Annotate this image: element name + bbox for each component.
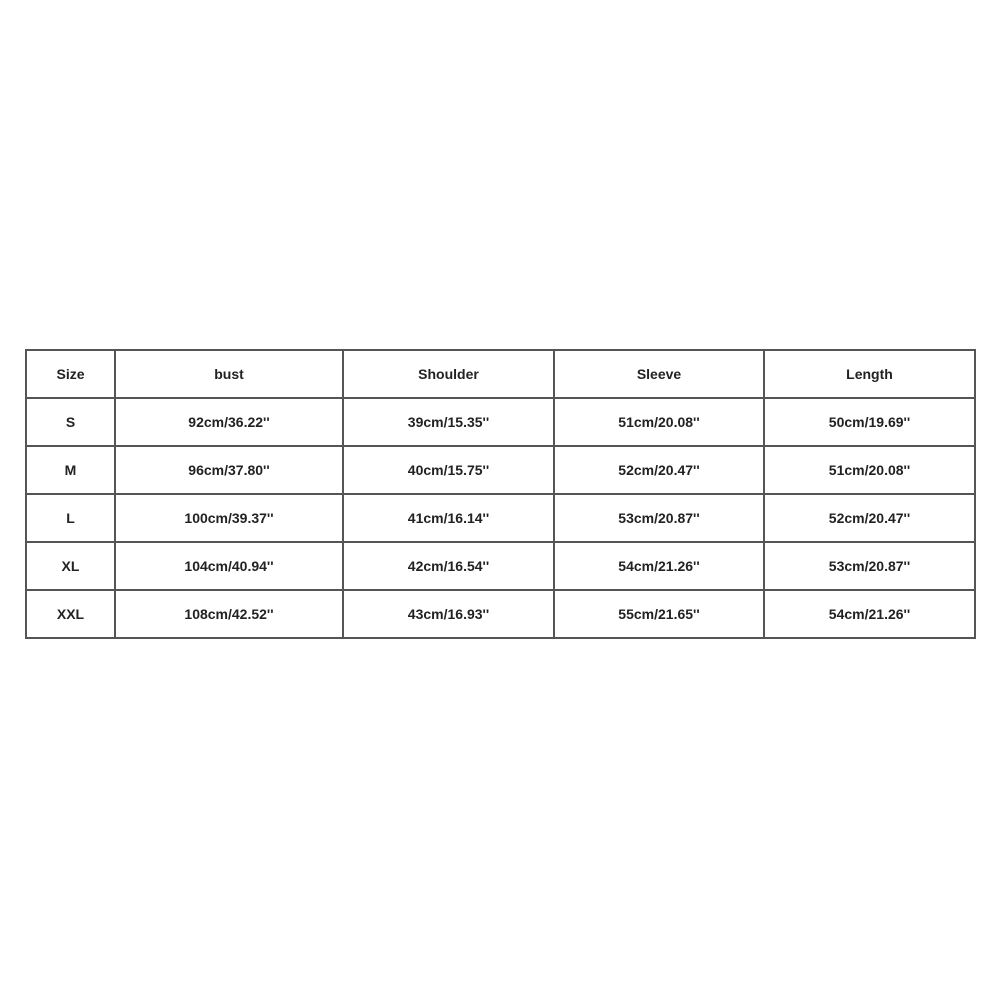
- header-bust: bust: [115, 350, 343, 398]
- cell-length: 51cm/20.08'': [764, 446, 975, 494]
- cell-shoulder: 39cm/15.35'': [343, 398, 554, 446]
- cell-shoulder: 43cm/16.93'': [343, 590, 554, 638]
- table-row: [26, 446, 975, 494]
- header-sleeve: Sleeve: [554, 350, 764, 398]
- table-row: [26, 542, 975, 590]
- cell-sleeve: 53cm/20.87'': [554, 494, 764, 542]
- table-header-row: [26, 350, 975, 398]
- cell-bust: 100cm/39.37'': [115, 494, 343, 542]
- cell-shoulder: 40cm/15.75'': [343, 446, 554, 494]
- cell-size: M: [26, 446, 115, 494]
- table-row: [26, 590, 975, 638]
- header-shoulder: Shoulder: [343, 350, 554, 398]
- cell-sleeve: 55cm/21.65'': [554, 590, 764, 638]
- cell-size: L: [26, 494, 115, 542]
- header-size: Size: [26, 350, 115, 398]
- cell-sleeve: 51cm/20.08'': [554, 398, 764, 446]
- cell-length: 52cm/20.47'': [764, 494, 975, 542]
- cell-size: S: [26, 398, 115, 446]
- cell-bust: 96cm/37.80'': [115, 446, 343, 494]
- cell-length: 50cm/19.69'': [764, 398, 975, 446]
- cell-sleeve: 54cm/21.26'': [554, 542, 764, 590]
- cell-size: XXL: [26, 590, 115, 638]
- header-length: Length: [764, 350, 975, 398]
- cell-bust: 108cm/42.52'': [115, 590, 343, 638]
- cell-bust: 104cm/40.94'': [115, 542, 343, 590]
- cell-shoulder: 41cm/16.14'': [343, 494, 554, 542]
- cell-bust: 92cm/36.22'': [115, 398, 343, 446]
- cell-length: 53cm/20.87'': [764, 542, 975, 590]
- cell-length: 54cm/21.26'': [764, 590, 975, 638]
- cell-size: XL: [26, 542, 115, 590]
- table-row: [26, 398, 975, 446]
- cell-sleeve: 52cm/20.47'': [554, 446, 764, 494]
- cell-shoulder: 42cm/16.54'': [343, 542, 554, 590]
- table-row: [26, 494, 975, 542]
- size-chart-table: [25, 349, 976, 639]
